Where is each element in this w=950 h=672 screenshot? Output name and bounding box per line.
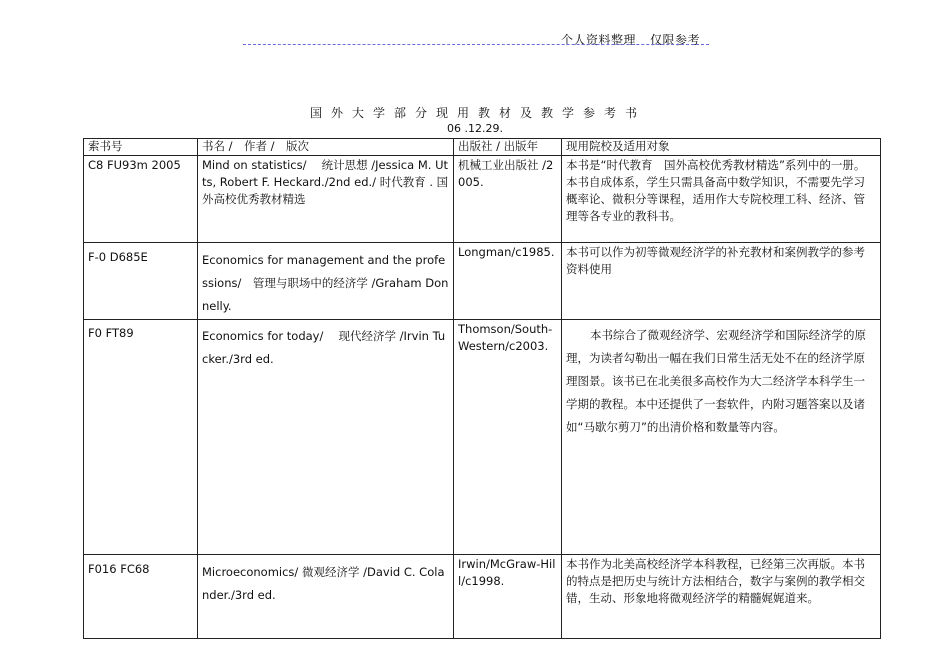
column-header-usage: 现用院校及适用对象 — [562, 139, 881, 156]
cell-publisher: Thomson/South-Western/c2003. — [454, 320, 562, 555]
cell-call-number: F0 FT89 — [84, 320, 198, 555]
cell-usage: 本书作为北美高校经济学本科教程，已经第三次再版。本书的特点是把历史与统计方法相结合，数字与案例的教学相交错，生动、形象地将微观经济学的精髓娓娓道来。 — [562, 555, 881, 639]
page-header-note — [561, 31, 700, 48]
table-row — [84, 320, 881, 555]
header-left-note: 个人资料整理 — [561, 33, 637, 47]
cell-publisher: Longman/c1985. — [454, 243, 562, 320]
cell-call-number: F016 FC68 — [84, 555, 198, 639]
cell-call-number: F-0 D685E — [84, 243, 198, 320]
column-header-publisher: 出版社 / 出版年 — [454, 139, 562, 156]
cell-call-number: C8 FU93m 2005 — [84, 156, 198, 243]
document-title: 国外大学部分现用教材及教学参考书 — [309, 106, 646, 120]
cell-usage: 本书是“时代教育 国外高校优秀教材精选”系列中的一册。本书自成体系，学生只需具备高中数学知识，不需要先学习概率论、微积分等课程，适用作大专院校理工科、经济、管理等各专业的教科书。 — [562, 156, 881, 243]
cell-book: Economics for management and the professions/ 管理与职场中的经济学 /Graham Donnelly. — [198, 243, 454, 320]
table-header-row — [84, 139, 881, 156]
document-date: 06 .12.29. — [447, 122, 503, 135]
cell-book: Microeconomics/ 微观经济学 /David C. Colander./3rd ed. — [198, 555, 454, 639]
column-header-call-number: 索书号 — [84, 139, 198, 156]
header-right-note: 仅限参考 — [650, 33, 701, 47]
table-row — [84, 555, 881, 639]
cell-book: Mind on statistics/ 统计思想 /Jessica M. Utts, Robert F. Heckard./2nd ed./ 时代教育 . 国外高校优秀教材精选 — [198, 156, 454, 243]
table-row — [84, 156, 881, 243]
column-header-book: 书名 / 作者 / 版次 — [198, 139, 454, 156]
cell-usage: 本书可以作为初等微观经济学的补充教材和案例教学的参考资料使用 — [562, 243, 881, 320]
textbook-table — [83, 138, 881, 639]
header-dashed-rule — [243, 44, 709, 45]
cell-usage: 本书综合了微观经济学、宏观经济学和国际经济学的原理，为读者勾勒出一幅在我们日常生活无处不在的经济学原理图景。该书已在北美很多高校作为大二经济学本科学生一学期的教程。本中还提供了一套软件，内附习题答案以及诸如“马歇尔剪刀”的出清价格和数量等内容。 — [562, 320, 881, 555]
cell-publisher: 机械工业出版社 /2005. — [454, 156, 562, 243]
cell-book: Economics for today/ 现代经济学 /Irvin Tucker./3rd ed. — [198, 320, 454, 555]
table-row — [84, 243, 881, 320]
cell-publisher: Irwin/McGraw-Hill/c1998. — [454, 555, 562, 639]
